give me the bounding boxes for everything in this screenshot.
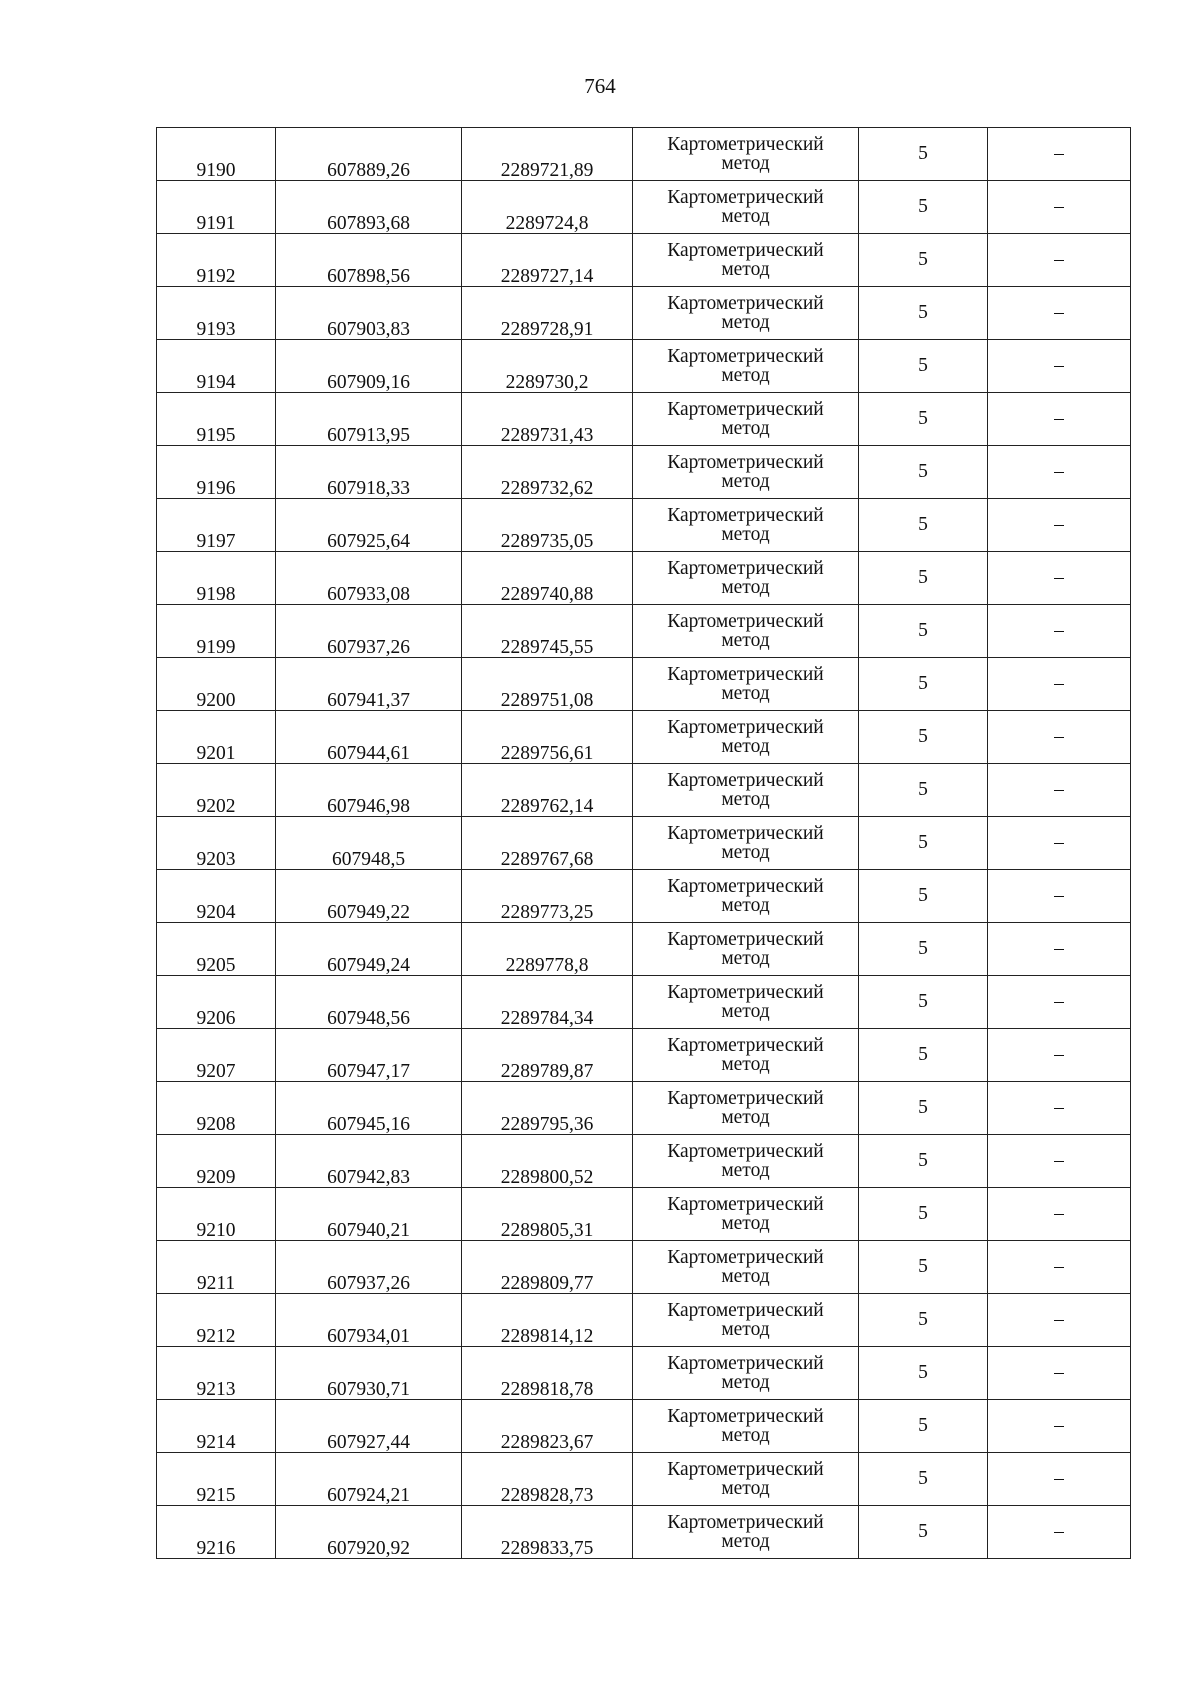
method-text-line: метод: [721, 789, 770, 810]
method-cell: [633, 1029, 859, 1082]
table-row: [157, 1029, 1131, 1082]
method-text-line: метод: [721, 418, 770, 439]
table-row: [157, 181, 1131, 234]
y-coordinate-cell: 2289778,8: [462, 923, 633, 976]
method-cell: [633, 499, 859, 552]
table-row: [157, 1453, 1131, 1506]
table-row: [157, 1082, 1131, 1135]
point-number-cell: 9199: [157, 605, 276, 658]
method-text-line: Картометрический: [667, 716, 824, 738]
method-text-line: Картометрический: [667, 1140, 824, 1162]
table-row: [157, 1506, 1131, 1559]
x-coordinate-cell: 607898,56: [276, 234, 462, 287]
method-cell: [633, 711, 859, 764]
accuracy-cell: 5: [859, 923, 988, 976]
note-cell: –: [988, 1400, 1131, 1453]
table-row: [157, 340, 1131, 393]
method-text-line: метод: [721, 312, 770, 333]
method-text-line: метод: [721, 259, 770, 280]
y-coordinate-cell: 2289767,68: [462, 817, 633, 870]
y-coordinate-cell: 2289789,87: [462, 1029, 633, 1082]
point-number-cell: 9214: [157, 1400, 276, 1453]
point-number-cell: 9190: [157, 128, 276, 181]
point-number-cell: 9191: [157, 181, 276, 234]
point-number-cell: 9209: [157, 1135, 276, 1188]
point-number-cell: 9196: [157, 446, 276, 499]
point-number-cell: 9210: [157, 1188, 276, 1241]
x-coordinate-cell: 607930,71: [276, 1347, 462, 1400]
method-text-line: метод: [721, 206, 770, 227]
note-cell: –: [988, 605, 1131, 658]
x-coordinate-cell: 607918,33: [276, 446, 462, 499]
y-coordinate-cell: 2289773,25: [462, 870, 633, 923]
point-number-cell: 9195: [157, 393, 276, 446]
point-number-cell: 9205: [157, 923, 276, 976]
table-row: [157, 870, 1131, 923]
accuracy-cell: 5: [859, 234, 988, 287]
point-number-cell: 9211: [157, 1241, 276, 1294]
method-text-line: Картометрический: [667, 292, 824, 314]
method-text-line: метод: [721, 1478, 770, 1499]
method-text-line: Картометрический: [667, 345, 824, 367]
table-row: [157, 393, 1131, 446]
method-text-line: Картометрический: [667, 663, 824, 685]
note-cell: –: [988, 870, 1131, 923]
method-text-line: метод: [721, 1001, 770, 1022]
y-coordinate-cell: 2289740,88: [462, 552, 633, 605]
accuracy-cell: 5: [859, 1294, 988, 1347]
x-coordinate-cell: 607940,21: [276, 1188, 462, 1241]
accuracy-cell: 5: [859, 1453, 988, 1506]
x-coordinate-cell: 607934,01: [276, 1294, 462, 1347]
note-cell: –: [988, 976, 1131, 1029]
y-coordinate-cell: 2289818,78: [462, 1347, 633, 1400]
note-cell: –: [988, 1082, 1131, 1135]
note-cell: –: [988, 923, 1131, 976]
note-cell: –: [988, 393, 1131, 446]
point-number-cell: 9197: [157, 499, 276, 552]
x-coordinate-cell: 607937,26: [276, 1241, 462, 1294]
accuracy-cell: 5: [859, 658, 988, 711]
note-cell: –: [988, 1506, 1131, 1559]
point-number-cell: 9206: [157, 976, 276, 1029]
x-coordinate-cell: 607913,95: [276, 393, 462, 446]
method-text-line: Картометрический: [667, 504, 824, 526]
y-coordinate-cell: 2289795,36: [462, 1082, 633, 1135]
table-row: [157, 499, 1131, 552]
note-cell: –: [988, 817, 1131, 870]
table-row: [157, 923, 1131, 976]
y-coordinate-cell: 2289833,75: [462, 1506, 633, 1559]
y-coordinate-cell: 2289730,2: [462, 340, 633, 393]
table-row: [157, 1135, 1131, 1188]
method-text-line: метод: [721, 365, 770, 386]
table-row: [157, 1294, 1131, 1347]
point-number-cell: 9202: [157, 764, 276, 817]
point-number-cell: 9200: [157, 658, 276, 711]
y-coordinate-cell: 2289762,14: [462, 764, 633, 817]
note-cell: –: [988, 1241, 1131, 1294]
method-cell: [633, 1082, 859, 1135]
x-coordinate-cell: 607909,16: [276, 340, 462, 393]
accuracy-cell: 5: [859, 128, 988, 181]
method-text-line: метод: [721, 1213, 770, 1234]
accuracy-cell: 5: [859, 287, 988, 340]
method-text-line: Картометрический: [667, 1511, 824, 1533]
y-coordinate-cell: 2289745,55: [462, 605, 633, 658]
x-coordinate-cell: 607949,22: [276, 870, 462, 923]
note-cell: –: [988, 499, 1131, 552]
method-cell: [633, 340, 859, 393]
method-text-line: Картометрический: [667, 1405, 824, 1427]
x-coordinate-cell: 607927,44: [276, 1400, 462, 1453]
method-text-line: Картометрический: [667, 769, 824, 791]
page-number: 764: [584, 74, 616, 98]
method-text-line: метод: [721, 842, 770, 863]
method-cell: [633, 1453, 859, 1506]
table-row: [157, 128, 1131, 181]
accuracy-cell: 5: [859, 976, 988, 1029]
note-cell: –: [988, 181, 1131, 234]
y-coordinate-cell: 2289751,08: [462, 658, 633, 711]
accuracy-cell: 5: [859, 340, 988, 393]
method-text-line: метод: [721, 1107, 770, 1128]
table-row: [157, 817, 1131, 870]
method-text-line: метод: [721, 1160, 770, 1181]
method-cell: [633, 1347, 859, 1400]
method-text-line: Картометрический: [667, 451, 824, 473]
y-coordinate-cell: 2289721,89: [462, 128, 633, 181]
point-number-cell: 9204: [157, 870, 276, 923]
method-cell: [633, 1135, 859, 1188]
note-cell: –: [988, 1188, 1131, 1241]
accuracy-cell: 5: [859, 1400, 988, 1453]
method-text-line: Картометрический: [667, 1246, 824, 1268]
note-cell: –: [988, 446, 1131, 499]
y-coordinate-cell: 2289784,34: [462, 976, 633, 1029]
method-cell: [633, 1400, 859, 1453]
y-coordinate-cell: 2289728,91: [462, 287, 633, 340]
table-row: [157, 658, 1131, 711]
method-text-line: метод: [721, 577, 770, 598]
method-text-line: метод: [721, 1054, 770, 1075]
accuracy-cell: 5: [859, 817, 988, 870]
method-text-line: метод: [721, 895, 770, 916]
accuracy-cell: 5: [859, 1135, 988, 1188]
x-coordinate-cell: 607933,08: [276, 552, 462, 605]
method-text-line: Картометрический: [667, 822, 824, 844]
table-row: [157, 446, 1131, 499]
accuracy-cell: 5: [859, 446, 988, 499]
method-text-line: метод: [721, 683, 770, 704]
accuracy-cell: 5: [859, 1241, 988, 1294]
y-coordinate-cell: 2289828,73: [462, 1453, 633, 1506]
method-text-line: Картометрический: [667, 1087, 824, 1109]
x-coordinate-cell: 607903,83: [276, 287, 462, 340]
method-cell: [633, 1188, 859, 1241]
note-cell: –: [988, 1453, 1131, 1506]
x-coordinate-cell: 607924,21: [276, 1453, 462, 1506]
method-cell: [633, 764, 859, 817]
y-coordinate-cell: 2289800,52: [462, 1135, 633, 1188]
accuracy-cell: 5: [859, 1506, 988, 1559]
table-row: [157, 1400, 1131, 1453]
method-cell: [633, 923, 859, 976]
accuracy-cell: 5: [859, 499, 988, 552]
table-row: [157, 605, 1131, 658]
accuracy-cell: 5: [859, 764, 988, 817]
note-cell: –: [988, 1029, 1131, 1082]
accuracy-cell: 5: [859, 1082, 988, 1135]
note-cell: –: [988, 658, 1131, 711]
point-number-cell: 9192: [157, 234, 276, 287]
method-cell: [633, 552, 859, 605]
point-number-cell: 9201: [157, 711, 276, 764]
x-coordinate-cell: 607941,37: [276, 658, 462, 711]
table-row: [157, 711, 1131, 764]
method-text-line: Картометрический: [667, 1458, 824, 1480]
method-cell: [633, 658, 859, 711]
method-text-line: метод: [721, 630, 770, 651]
method-text-line: метод: [721, 1531, 770, 1552]
point-number-cell: 9207: [157, 1029, 276, 1082]
method-text-line: метод: [721, 1266, 770, 1287]
table-row: [157, 1188, 1131, 1241]
method-text-line: Картометрический: [667, 1299, 824, 1321]
method-text-line: Картометрический: [667, 610, 824, 632]
method-cell: [633, 976, 859, 1029]
accuracy-cell: 5: [859, 181, 988, 234]
method-text-line: Картометрический: [667, 239, 824, 261]
y-coordinate-cell: 2289735,05: [462, 499, 633, 552]
y-coordinate-cell: 2289756,61: [462, 711, 633, 764]
table-row: [157, 976, 1131, 1029]
point-number-cell: 9212: [157, 1294, 276, 1347]
x-coordinate-cell: 607949,24: [276, 923, 462, 976]
table-row: [157, 552, 1131, 605]
x-coordinate-cell: 607946,98: [276, 764, 462, 817]
method-cell: [633, 393, 859, 446]
method-cell: [633, 234, 859, 287]
method-text-line: метод: [721, 1372, 770, 1393]
coordinates-table-body: [157, 128, 1131, 1559]
table-row: [157, 764, 1131, 817]
x-coordinate-cell: 607947,17: [276, 1029, 462, 1082]
note-cell: –: [988, 1135, 1131, 1188]
note-cell: –: [988, 764, 1131, 817]
y-coordinate-cell: 2289805,31: [462, 1188, 633, 1241]
y-coordinate-cell: 2289732,62: [462, 446, 633, 499]
point-number-cell: 9193: [157, 287, 276, 340]
accuracy-cell: 5: [859, 552, 988, 605]
table-row: [157, 1241, 1131, 1294]
method-text-line: Картометрический: [667, 875, 824, 897]
x-coordinate-cell: 607945,16: [276, 1082, 462, 1135]
point-number-cell: 9194: [157, 340, 276, 393]
y-coordinate-cell: 2289814,12: [462, 1294, 633, 1347]
method-cell: [633, 128, 859, 181]
x-coordinate-cell: 607893,68: [276, 181, 462, 234]
x-coordinate-cell: 607942,83: [276, 1135, 462, 1188]
point-number-cell: 9203: [157, 817, 276, 870]
y-coordinate-cell: 2289724,8: [462, 181, 633, 234]
method-cell: [633, 181, 859, 234]
note-cell: –: [988, 1347, 1131, 1400]
method-text-line: Картометрический: [667, 1193, 824, 1215]
method-text-line: Картометрический: [667, 133, 824, 155]
method-text-line: Картометрический: [667, 398, 824, 420]
y-coordinate-cell: 2289823,67: [462, 1400, 633, 1453]
method-cell: [633, 1294, 859, 1347]
accuracy-cell: 5: [859, 1188, 988, 1241]
method-text-line: Картометрический: [667, 1352, 824, 1374]
method-text-line: Картометрический: [667, 1034, 824, 1056]
method-text-line: метод: [721, 153, 770, 174]
method-text-line: метод: [721, 1425, 770, 1446]
accuracy-cell: 5: [859, 605, 988, 658]
note-cell: –: [988, 234, 1131, 287]
accuracy-cell: 5: [859, 870, 988, 923]
method-cell: [633, 446, 859, 499]
x-coordinate-cell: 607937,26: [276, 605, 462, 658]
method-text-line: Картометрический: [667, 981, 824, 1003]
method-text-line: Картометрический: [667, 928, 824, 950]
note-cell: –: [988, 552, 1131, 605]
y-coordinate-cell: 2289809,77: [462, 1241, 633, 1294]
method-text-line: метод: [721, 948, 770, 969]
table-row: [157, 287, 1131, 340]
note-cell: –: [988, 287, 1131, 340]
note-cell: –: [988, 1294, 1131, 1347]
point-number-cell: 9216: [157, 1506, 276, 1559]
method-cell: [633, 287, 859, 340]
point-number-cell: 9208: [157, 1082, 276, 1135]
x-coordinate-cell: 607925,64: [276, 499, 462, 552]
table-row: [157, 1347, 1131, 1400]
x-coordinate-cell: 607944,61: [276, 711, 462, 764]
accuracy-cell: 5: [859, 1347, 988, 1400]
method-text-line: Картометрический: [667, 186, 824, 208]
method-text-line: метод: [721, 471, 770, 492]
method-text-line: метод: [721, 736, 770, 757]
note-cell: –: [988, 128, 1131, 181]
method-text-line: Картометрический: [667, 557, 824, 579]
note-cell: –: [988, 711, 1131, 764]
note-cell: –: [988, 340, 1131, 393]
method-cell: [633, 870, 859, 923]
x-coordinate-cell: 607889,26: [276, 128, 462, 181]
method-text-line: метод: [721, 1319, 770, 1340]
accuracy-cell: 5: [859, 393, 988, 446]
method-text-line: метод: [721, 524, 770, 545]
point-number-cell: 9215: [157, 1453, 276, 1506]
accuracy-cell: 5: [859, 711, 988, 764]
table-row: [157, 234, 1131, 287]
y-coordinate-cell: 2289727,14: [462, 234, 633, 287]
x-coordinate-cell: 607948,5: [276, 817, 462, 870]
coordinates-table: [156, 127, 1131, 1559]
accuracy-cell: 5: [859, 1029, 988, 1082]
y-coordinate-cell: 2289731,43: [462, 393, 633, 446]
point-number-cell: 9213: [157, 1347, 276, 1400]
method-cell: [633, 1241, 859, 1294]
x-coordinate-cell: 607948,56: [276, 976, 462, 1029]
method-cell: [633, 817, 859, 870]
method-cell: [633, 605, 859, 658]
method-cell: [633, 1506, 859, 1559]
x-coordinate-cell: 607920,92: [276, 1506, 462, 1559]
point-number-cell: 9198: [157, 552, 276, 605]
